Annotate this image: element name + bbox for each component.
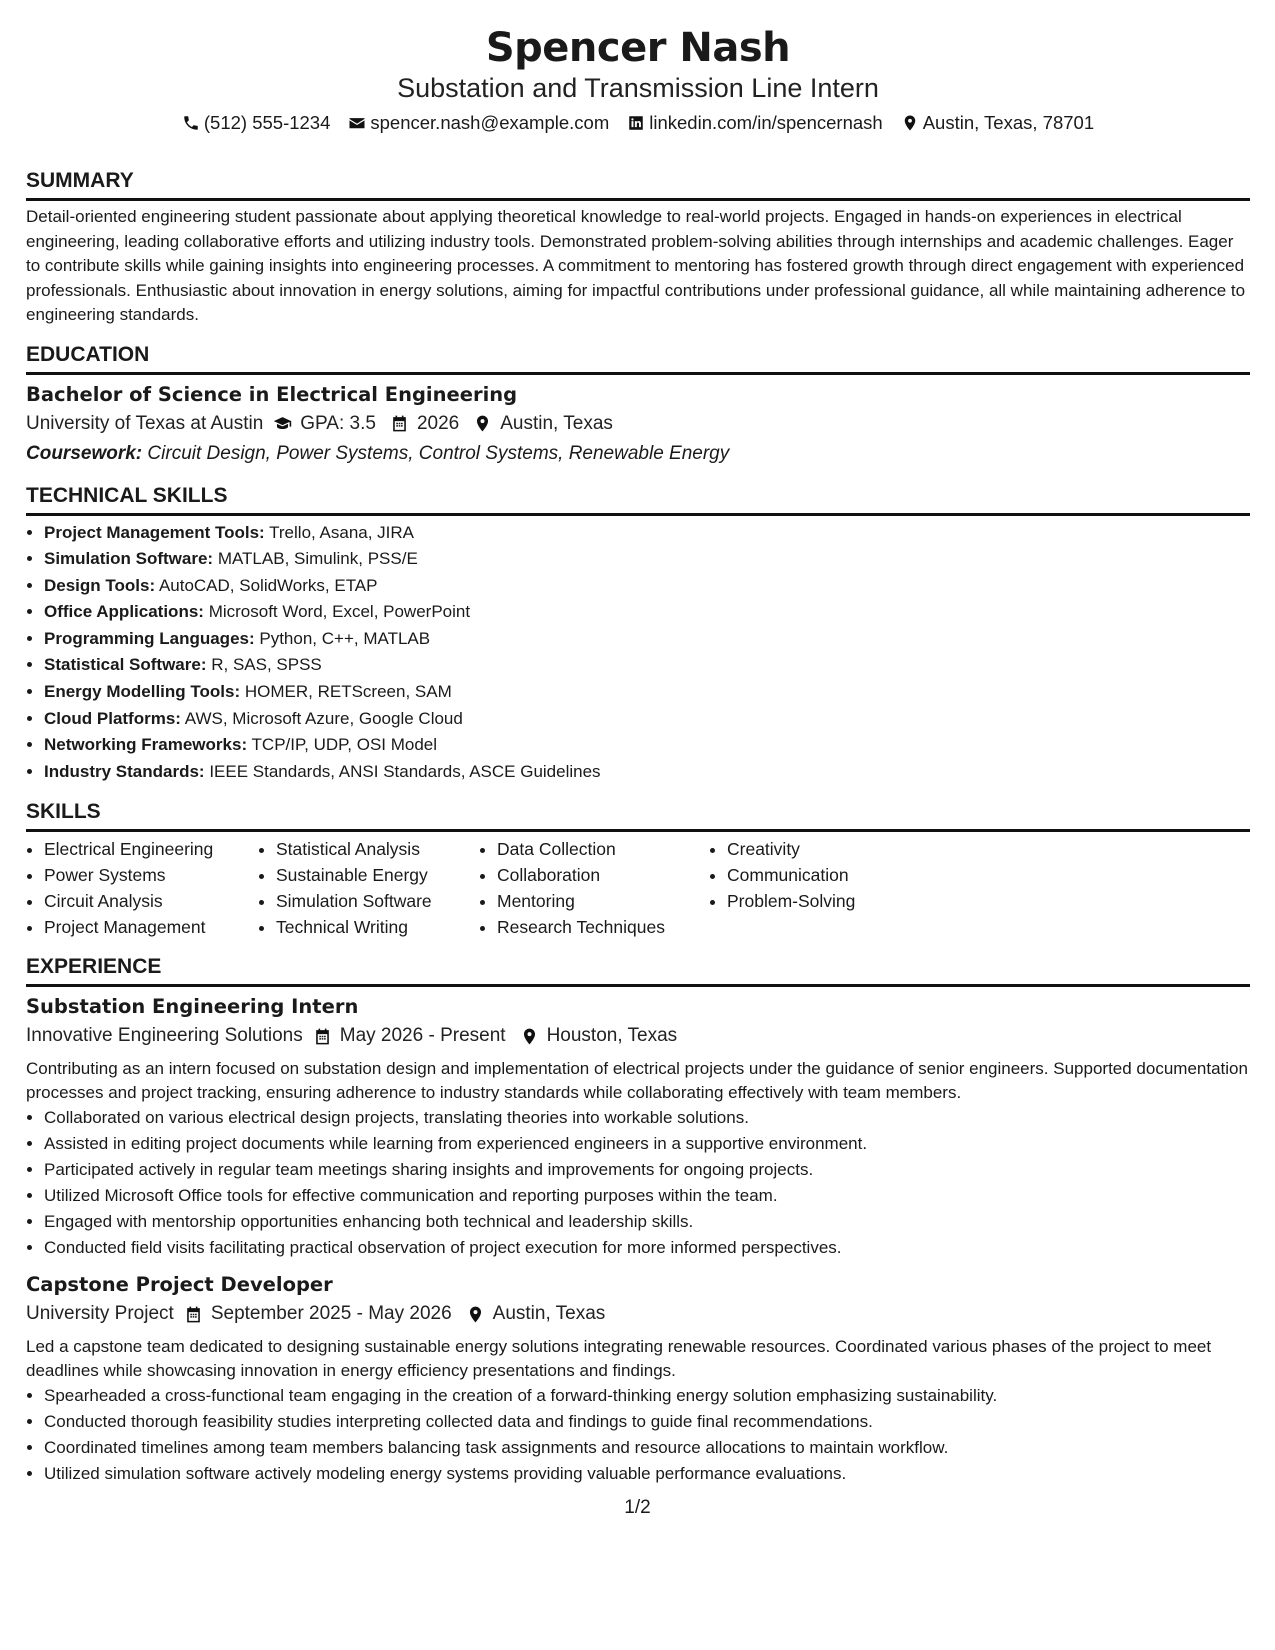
list-item: • Power Systems <box>44 862 258 888</box>
list-item: • Mentoring <box>497 888 709 914</box>
calendar-icon <box>313 1027 332 1046</box>
skill-category: Programming Languages: <box>44 628 255 648</box>
gpa-item <box>273 409 376 439</box>
experience-section <box>26 954 1250 1487</box>
list-item: • Project Management <box>44 914 258 940</box>
job-dates-item <box>184 1299 452 1329</box>
job-location-item <box>466 1299 606 1329</box>
location-text: Austin, Texas, 78701 <box>922 112 1095 133</box>
skills-section <box>26 799 1250 940</box>
skill-category: Project Management Tools: <box>44 522 265 542</box>
contact-linkedin[interactable] <box>627 110 882 136</box>
list-item: • Problem-Solving <box>727 888 855 914</box>
skill-values: AutoCAD, SolidWorks, ETAP <box>158 575 378 595</box>
job-bullets <box>26 1105 1250 1261</box>
phone-text: (512) 555-1234 <box>203 112 331 133</box>
resume-header <box>26 0 1250 136</box>
skill-values: Python, C++, MATLAB <box>259 628 431 648</box>
experience-entry <box>26 993 1250 1261</box>
list-item <box>44 626 1250 653</box>
skill-category: Energy Modelling Tools: <box>44 682 241 702</box>
degree-title: Bachelor of Science in Electrical Engineering <box>26 382 518 406</box>
summary-section <box>26 168 1250 328</box>
job-bullets <box>26 1383 1250 1487</box>
grad-year-item <box>390 409 459 439</box>
education-meta <box>26 409 1250 439</box>
list-item: • Data Collection <box>497 836 709 862</box>
technical-skills-section <box>26 483 1250 786</box>
email-text: spencer.nash@example.com <box>370 112 610 133</box>
map-pin-icon <box>466 1305 485 1324</box>
coursework <box>26 439 1250 469</box>
school-location-text: Austin, Texas <box>500 412 613 434</box>
experience-heading: EXPERIENCE <box>26 954 1250 987</box>
candidate-title: Substation and Transmission Line Intern <box>397 73 879 103</box>
technical-skills-heading: TECHNICAL SKILLS <box>26 483 1250 516</box>
skill-values: Trello, Asana, JIRA <box>269 522 415 542</box>
contact-phone[interactable] <box>182 110 331 136</box>
contact-bar <box>26 110 1250 136</box>
job-meta <box>26 1021 1250 1051</box>
skill-category: Simulation Software: <box>44 549 214 569</box>
map-pin-icon <box>520 1027 539 1046</box>
list-item: • Collaborated on various electrical design projects, translating theories into workable solutions. <box>44 1105 1250 1131</box>
school-location-item <box>473 409 613 439</box>
job-dates-item <box>313 1021 506 1051</box>
list-item: • Technical Writing <box>276 914 479 940</box>
list-item <box>44 599 1250 626</box>
summary-text: Detail-oriented engineering student passionate about applying theoretical knowledge to real-world projects. Engaged in hands-on experiences in electrical engineering, leading collaborative efforts and utilizing industry tools. Demonstrated problem-solving abilities through internships and academic challenges. Eager to contribute skills while gaining insights into engineering processes. A commitment to mentoring has fostered growth through direct engagement with experienced professionals. Enthusiastic about innovation in energy solutions, aiming for impactful contributions under professional guidance, all while maintaining adherence to engineering standards. <box>26 207 1246 324</box>
gpa-text: GPA: 3.5 <box>300 412 376 434</box>
list-item: • Assisted in editing project documents while learning from experienced engineers in a supportive environment. <box>44 1131 1250 1157</box>
list-item: • Simulation Software <box>276 888 479 914</box>
job-title: Capstone Project Developer <box>26 1273 333 1297</box>
job-location-item <box>520 1021 678 1051</box>
skill-category: Office Applications: <box>44 602 204 622</box>
calendar-icon <box>184 1305 203 1324</box>
technical-skills-list <box>26 520 1250 786</box>
list-item: • Utilized simulation software actively modeling energy systems providing valuable performance evaluations. <box>44 1461 1250 1487</box>
list-item <box>44 732 1250 759</box>
skill-values: AWS, Microsoft Azure, Google Cloud <box>184 708 463 728</box>
list-item: • Conducted field visits facilitating practical observation of project execution for more informed perspectives. <box>44 1235 1250 1261</box>
experience-entry <box>26 1271 1250 1487</box>
job-description: Led a capstone team dedicated to designing sustainable energy solutions integrating renewable resources. Coordinated various phases of the project to meet deadlines while showcasing innovation in energy efficiency presentations and findings. <box>26 1337 1212 1381</box>
contact-location <box>901 110 1094 136</box>
list-item: • Communication <box>727 862 855 888</box>
list-item: • Electrical Engineering <box>44 836 258 862</box>
list-item <box>44 652 1250 679</box>
job-location: Houston, Texas <box>546 1025 678 1047</box>
list-item: • Coordinated timelines among team members balancing task assignments and resource allocations to maintain workflow. <box>44 1435 1250 1461</box>
skill-values: MATLAB, Simulink, PSS/E <box>217 549 418 569</box>
list-item: • Research Techniques <box>497 914 709 940</box>
grad-year-text: 2026 <box>416 412 460 434</box>
list-item: • Statistical Analysis <box>276 836 479 862</box>
skills-grid <box>26 836 1250 940</box>
list-item: • Conducted thorough feasibility studies interpreting collected data and findings to guide final recommendations. <box>44 1409 1250 1435</box>
list-item: • Sustainable Energy <box>276 862 479 888</box>
list-item <box>44 573 1250 600</box>
list-item: • Participated actively in regular team meetings sharing insights and improvements for ongoing projects. <box>44 1157 1250 1183</box>
linkedin-text: linkedin.com/in/spencernash <box>649 112 883 133</box>
list-item: • Collaboration <box>497 862 709 888</box>
skills-column <box>709 836 855 940</box>
list-item <box>44 520 1250 547</box>
skills-column <box>26 836 258 940</box>
resume-page <box>26 0 1250 1487</box>
graduation-cap-icon <box>273 414 292 433</box>
skill-category: Statistical Software: <box>44 655 207 675</box>
list-item: • Utilized Microsoft Office tools for effective communication and reporting purposes within the team. <box>44 1183 1250 1209</box>
skill-values: HOMER, RETScreen, SAM <box>244 682 452 702</box>
list-item: • Circuit Analysis <box>44 888 258 914</box>
skills-heading: SKILLS <box>26 799 1250 832</box>
phone-icon <box>182 114 200 132</box>
skill-category: Networking Frameworks: <box>44 735 248 755</box>
list-item <box>44 679 1250 706</box>
envelope-icon <box>348 114 366 132</box>
linkedin-icon <box>627 114 645 132</box>
summary-heading: SUMMARY <box>26 168 1250 201</box>
contact-email[interactable] <box>348 110 609 136</box>
candidate-name: Spencer Nash <box>485 25 791 71</box>
list-item: • Creativity <box>727 836 855 862</box>
list-item <box>44 546 1250 573</box>
skill-category: Cloud Platforms: <box>44 708 181 728</box>
coursework-label: Coursework: <box>26 442 143 464</box>
calendar-icon <box>390 414 409 433</box>
job-meta <box>26 1299 1250 1329</box>
skill-values: R, SAS, SPSS <box>211 655 322 675</box>
map-pin-icon <box>473 414 492 433</box>
job-description: Contributing as an intern focused on substation design and implementation of electrical projects under the guidance of senior engineers. Supported documentation processes and project tracking, ensuring adherence to industry standards while collaborating effectively with team members. <box>26 1059 1248 1103</box>
list-item <box>44 759 1250 786</box>
list-item: • Engaged with mentorship opportunities enhancing both technical and leadership skills. <box>44 1209 1250 1235</box>
school-name: University of Texas at Austin <box>26 412 264 434</box>
skill-values: TCP/IP, UDP, OSI Model <box>251 735 438 755</box>
education-heading: EDUCATION <box>26 342 1250 375</box>
skill-category: Design Tools: <box>44 575 156 595</box>
education-section <box>26 342 1250 469</box>
skill-values: IEEE Standards, ANSI Standards, ASCE Guidelines <box>209 761 601 781</box>
skill-values: Microsoft Word, Excel, PowerPoint <box>208 602 471 622</box>
company-name: University Project <box>26 1303 174 1325</box>
job-location: Austin, Texas <box>492 1303 606 1325</box>
coursework-list: Circuit Design, Power Systems, Control Systems, Renewable Energy <box>147 442 730 464</box>
job-title: Substation Engineering Intern <box>26 995 359 1019</box>
list-item: • Spearheaded a cross-functional team engaging in the creation of a forward-thinking energy solution emphasizing sustainability. <box>44 1383 1250 1409</box>
skills-column <box>479 836 709 940</box>
job-dates: May 2026 - Present <box>339 1025 506 1047</box>
page-number: 1/2 <box>624 1497 651 1518</box>
list-item <box>44 706 1250 733</box>
company-name: Innovative Engineering Solutions <box>26 1025 303 1047</box>
skill-category: Industry Standards: <box>44 761 205 781</box>
skills-column <box>258 836 479 940</box>
map-pin-icon <box>901 114 919 132</box>
job-dates: September 2025 - May 2026 <box>210 1303 452 1325</box>
